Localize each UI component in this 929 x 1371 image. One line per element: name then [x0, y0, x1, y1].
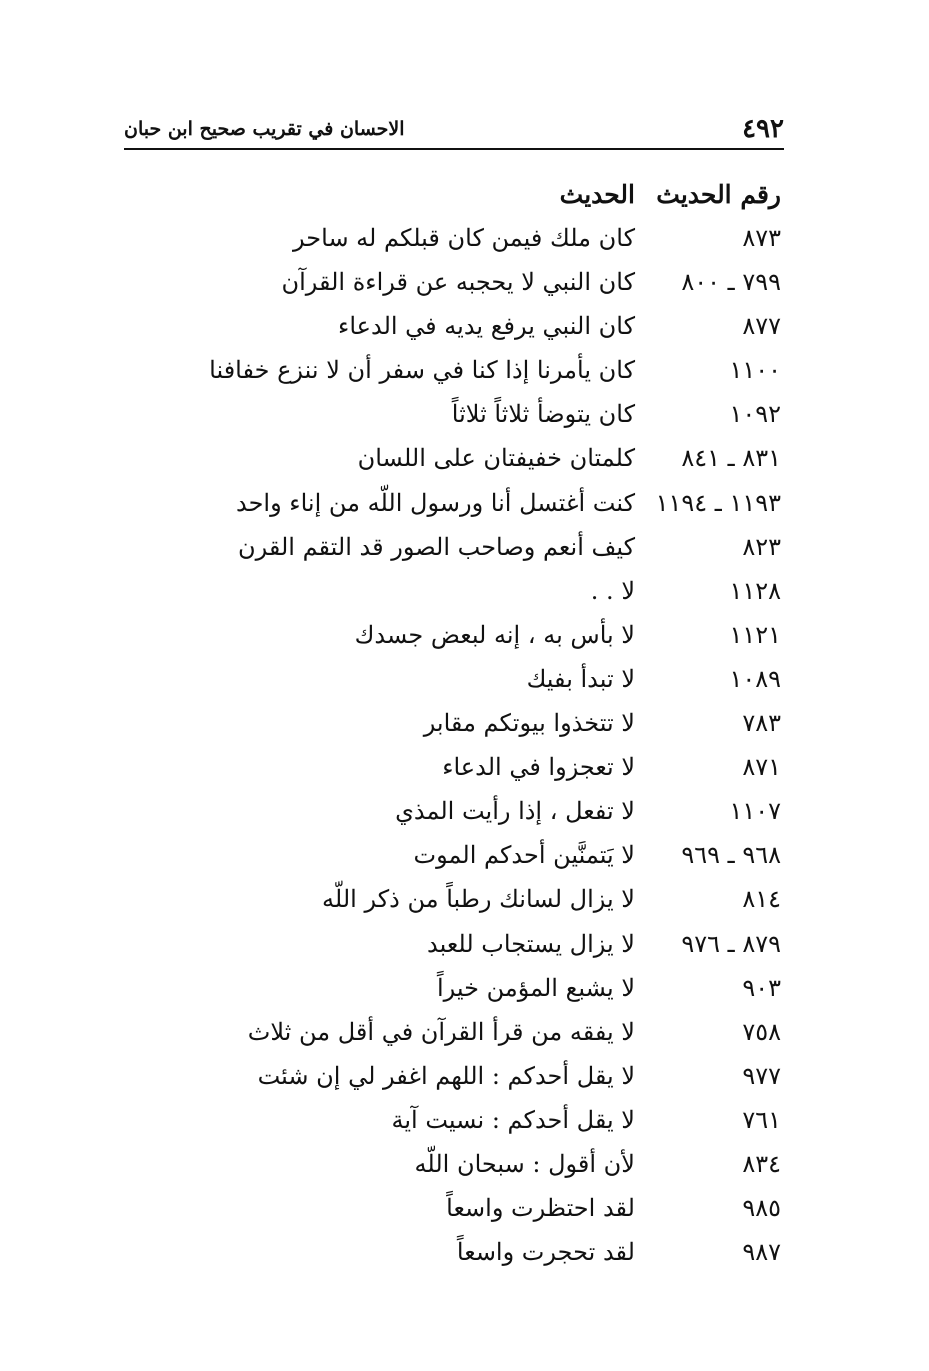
hadith-text: لا تفعل ، إذا رأيت المذي — [395, 797, 635, 826]
hadith-text: كلمتان خفيفتان على اللسان — [357, 444, 635, 473]
hadith-text: لا تبدأ بفيك — [526, 664, 635, 693]
table-row — [121, 753, 781, 797]
hadith-text: لقد تحجرت واسعاً — [456, 1238, 635, 1267]
hadith-number: ١١٠٠ — [729, 356, 781, 385]
table-row — [121, 400, 781, 444]
hadith-text: لأن أقول : سبحان اللّه — [414, 1149, 635, 1178]
hadith-text: لا . . — [590, 576, 635, 605]
hadith-text: لا يفقه من قرأ القرآن في أقل من ثلاث — [247, 1017, 635, 1046]
hadith-text: لا يَتمنَّين أحدكم الموت — [413, 841, 635, 870]
hadith-index-table — [121, 180, 781, 1282]
table-row — [121, 1150, 781, 1194]
hadith-number: ٨٧١ — [742, 753, 781, 782]
table-row — [121, 1194, 781, 1238]
table-row — [121, 312, 781, 356]
hadith-text: كان يأمرنا إذا كنا في سفر أن لا ننزع خفافنا — [209, 356, 635, 385]
hadith-text: لا يزال لسانك رطباً من ذكر اللّه — [322, 885, 635, 914]
hadith-text: لا يقل أحدكم : اللهم اغفر لي إن شئت — [257, 1061, 635, 1090]
hadith-text: كيف أنعم وصاحب الصور قد التقم القرن — [237, 532, 635, 561]
book-title: الاحسان في تقريب صحيح ابن حبان — [124, 118, 405, 140]
hadith-number: ٧٦١ — [742, 1105, 781, 1134]
table-row — [121, 356, 781, 400]
hadith-number: ٨٣١ ـ ٨٤١ — [681, 444, 781, 473]
hadith-number: ٨٢٣ — [742, 532, 781, 561]
hadith-number: ١١٢١ — [729, 620, 781, 649]
hadith-number: ٧٨٣ — [742, 709, 781, 738]
table-row — [121, 621, 781, 665]
table-row — [121, 268, 781, 312]
hadith-text: لقد احتظرت واسعاً — [446, 1194, 635, 1223]
hadith-number: ١١٢٨ — [729, 576, 781, 605]
hadith-text: لا يزال يستجاب للعبد — [426, 929, 635, 958]
hadith-number: ١١٠٧ — [729, 797, 781, 826]
table-row — [121, 665, 781, 709]
column-header-number: رقم الحديث — [656, 180, 781, 209]
hadith-number: ٨١٤ — [742, 885, 781, 914]
hadith-number: ٧٩٩ ـ ٨٠٠ — [681, 268, 781, 297]
hadith-number: ٨٧٧ — [742, 312, 781, 341]
hadith-text: لا يشبع المؤمن خيراً — [436, 973, 635, 1002]
table-row — [121, 1062, 781, 1106]
table-row — [121, 533, 781, 577]
hadith-text: لا تعجزوا في الدعاء — [442, 753, 635, 782]
table-row — [121, 709, 781, 753]
hadith-number: ١٠٩٢ — [729, 400, 781, 429]
hadith-text: كنت أغتسل أنا ورسول اللّه من إناء واحد — [235, 488, 635, 517]
table-row — [121, 1106, 781, 1150]
hadith-number: ٩٨٧ — [742, 1238, 781, 1267]
table-row — [121, 797, 781, 841]
hadith-number: ٩٠٣ — [742, 973, 781, 1002]
table-row — [121, 841, 781, 885]
hadith-number: ٩٦٨ ـ ٩٦٩ — [681, 841, 781, 870]
hadith-text: لا يقل أحدكم : نسيت آية — [391, 1105, 635, 1134]
hadith-number: ٨٧٩ ـ ٩٧٦ — [681, 929, 781, 958]
hadith-number: ٨٣٤ — [742, 1149, 781, 1178]
hadith-text: لا بأس به ، إنه لبعض جسدك — [354, 620, 635, 649]
hadith-number: ٨٧٣ — [742, 224, 781, 252]
hadith-text: كان ملك فيمن كان قبلكم له ساحر — [293, 224, 635, 252]
table-row — [121, 489, 781, 533]
table-row — [121, 974, 781, 1018]
table-row — [121, 444, 781, 488]
hadith-number: ١١٩٣ ـ ١١٩٤ — [655, 488, 781, 517]
table-row — [121, 1018, 781, 1062]
hadith-text: كان يتوضأ ثلاثاً ثلاثاً — [451, 400, 635, 429]
hadith-text: لا تتخذوا بيوتكم مقابر — [423, 709, 635, 738]
table-header — [121, 180, 781, 224]
table-row — [121, 1238, 781, 1282]
hadith-number: ٩٨٥ — [742, 1194, 781, 1223]
table-row — [121, 577, 781, 621]
table-row — [121, 930, 781, 974]
hadith-text: كان النبي لا يحجبه عن قراءة القرآن — [281, 268, 635, 297]
column-header-hadith: الحديث — [559, 180, 635, 209]
table-row — [121, 885, 781, 929]
hadith-number: ٧٥٨ — [742, 1017, 781, 1046]
hadith-number: ٩٧٧ — [742, 1061, 781, 1090]
running-header — [124, 108, 784, 150]
hadith-number: ١٠٨٩ — [729, 664, 781, 693]
hadith-text: كان النبي يرفع يديه في الدعاء — [338, 312, 635, 341]
table-row — [121, 224, 781, 268]
page-number: ٤٩٢ — [742, 114, 784, 144]
